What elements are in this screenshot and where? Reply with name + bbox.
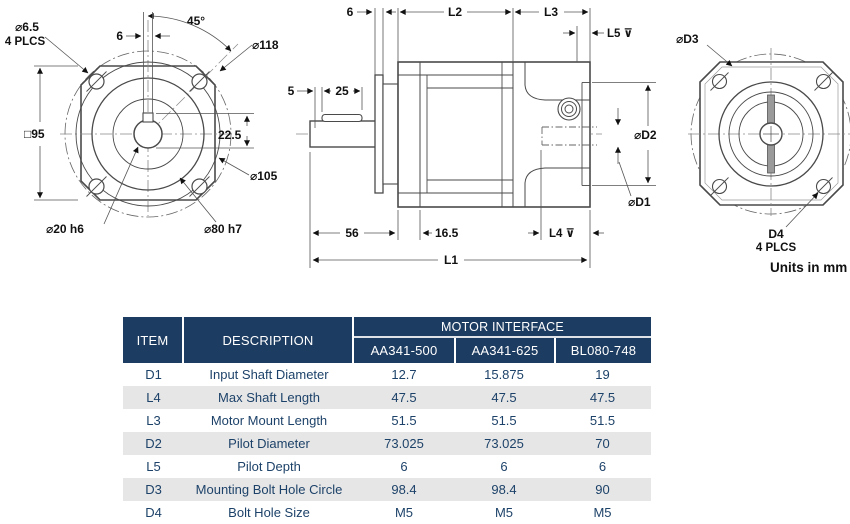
- dim-label-l5: L5 ⊽: [607, 28, 633, 40]
- value-cell: 12.7: [391, 367, 417, 382]
- column-header-aa341-500: AA341-500: [354, 338, 454, 363]
- item-cell: D3: [145, 482, 162, 497]
- value-cell: 47.5: [491, 390, 517, 405]
- value-cell: 70: [595, 436, 610, 451]
- dim-label-angle: 45°: [186, 14, 206, 28]
- output-shaft: [310, 121, 377, 147]
- value-cell: M5: [494, 505, 514, 520]
- spec-table: [123, 317, 651, 524]
- item-cell: D1: [145, 367, 162, 382]
- value-cell: M5: [593, 505, 612, 520]
- dim-label-l1: L1: [443, 253, 459, 267]
- dim-label-bolt-circle: ⌀105: [250, 169, 278, 183]
- description-cell: Bolt Hole Size: [228, 505, 310, 520]
- keyway-slot: [143, 113, 153, 122]
- description-cell: Mounting Bolt Hole Circle: [195, 482, 343, 497]
- dim-label-l3: L3: [543, 5, 559, 19]
- column-header-item: ITEM: [123, 317, 184, 363]
- side-view: [288, 5, 657, 268]
- dim-label-d3: ⌀D3: [676, 32, 699, 46]
- item-cell: L4: [146, 390, 161, 405]
- value-cell: 51.5: [391, 413, 417, 428]
- dim-label-5: 5: [287, 84, 295, 98]
- dim-label-pilot-dia: ⌀80 h7: [204, 222, 242, 236]
- item-cell: D2: [145, 436, 162, 451]
- shaft-circle-20: [134, 120, 162, 148]
- description-cell: Motor Mount Length: [210, 413, 328, 428]
- dim-label-d1: ⌀D1: [628, 195, 651, 209]
- front-view: [5, 12, 279, 236]
- rear-view: [676, 32, 850, 275]
- table-row: [123, 478, 651, 501]
- pilot-boss: [383, 84, 398, 184]
- output-flange: [375, 75, 383, 193]
- clamp-slot-top: [768, 95, 775, 124]
- dim-label-key-height: 22.5: [218, 128, 242, 142]
- item-cell: D4: [145, 505, 162, 520]
- table-row: [123, 501, 651, 524]
- dim-label-square: □95: [24, 127, 45, 141]
- value-cell: 98.4: [391, 482, 417, 497]
- clamp-slot-bottom: [768, 145, 775, 174]
- dim-label-shaft-dia: ⌀20 h6: [46, 222, 84, 236]
- dim-label-56: 56: [345, 226, 359, 240]
- value-cell: 19: [595, 367, 610, 382]
- seal-plug: [558, 98, 580, 120]
- column-header-bl080-748: BL080-748: [554, 338, 651, 363]
- value-cell: 73.025: [484, 436, 524, 451]
- description-cell: Pilot Diameter: [228, 436, 310, 451]
- table-row: [123, 455, 651, 478]
- value-cell: 6: [500, 459, 508, 474]
- table-row: [123, 432, 651, 455]
- units-note: Units in mm: [770, 260, 848, 275]
- item-cell: L3: [146, 413, 161, 428]
- value-cell: 51.5: [491, 413, 517, 428]
- value-cell: 73.025: [384, 436, 424, 451]
- table-row: [123, 386, 651, 409]
- dim-label-d4: D4: [768, 227, 784, 241]
- value-cell: 47.5: [589, 390, 616, 405]
- description-cell: Max Shaft Length: [218, 390, 320, 405]
- value-cell: 90: [595, 482, 610, 497]
- value-cell: 51.5: [589, 413, 616, 428]
- dim-label-25: 25: [335, 84, 349, 98]
- value-cell: 98.4: [491, 482, 517, 497]
- shaft-key: [322, 115, 362, 122]
- table-header: [123, 317, 651, 363]
- dim-label-flange-thickness: 6: [346, 5, 354, 19]
- value-cell: 47.5: [391, 390, 417, 405]
- dim-label-bolt-hole-plcs: 4 PLCS: [4, 36, 46, 48]
- value-cell: 15.875: [484, 367, 524, 382]
- value-cell: 6: [598, 459, 607, 474]
- dim-label-165: 16.5: [435, 226, 459, 240]
- dim-label-bolt-hole-dia: ⌀6.5: [15, 20, 39, 34]
- dim-label-d4-plcs: 4 PLCS: [755, 242, 797, 254]
- item-cell: L5: [146, 459, 161, 474]
- column-header-aa341-625: AA341-625: [454, 338, 554, 363]
- table-row: [123, 363, 651, 386]
- dim-label-d2: ⌀D2: [634, 128, 657, 142]
- dim-label-l2: L2: [447, 5, 463, 19]
- dim-label-key-width: 6: [116, 29, 123, 43]
- description-cell: Pilot Depth: [237, 459, 301, 474]
- table-row: [123, 409, 651, 432]
- value-cell: 6: [400, 459, 408, 474]
- description-cell: Input Shaft Diameter: [209, 367, 329, 382]
- column-header-description: DESCRIPTION: [184, 317, 354, 363]
- dim-label-outer-dia: ⌀118: [252, 38, 279, 52]
- group-header-motor-interface: MOTOR INTERFACE: [354, 317, 651, 338]
- value-cell: M5: [394, 505, 414, 520]
- dim-label-l4: L4 ⊽: [549, 228, 575, 240]
